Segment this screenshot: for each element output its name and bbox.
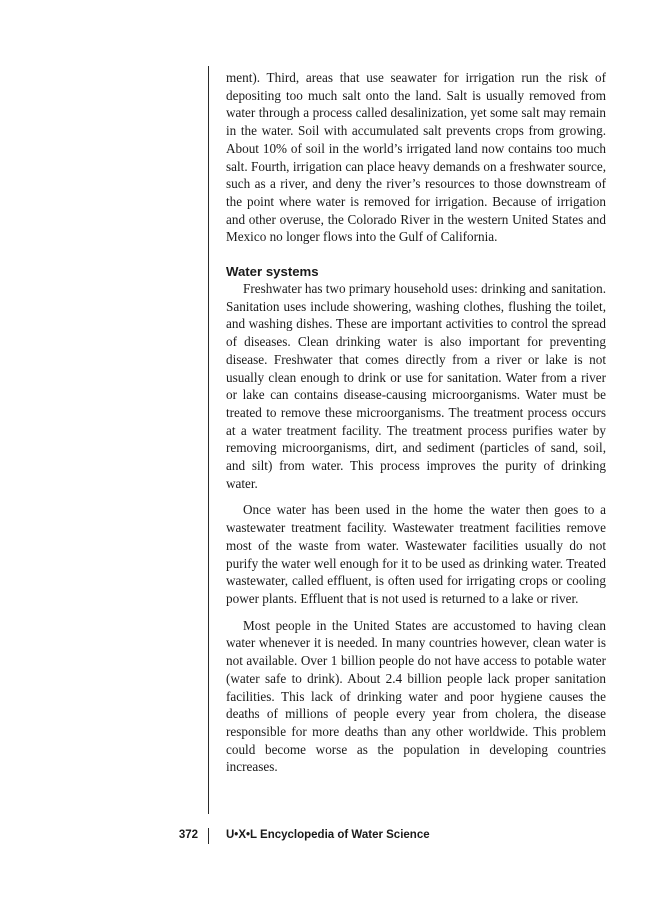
page-number: 372 bbox=[178, 829, 198, 841]
section-heading: Water systems bbox=[226, 264, 319, 280]
paragraph-household-uses: Freshwater has two primary household uses: drinking and sanitation. Sanitation uses include showering, washing clothes, flushing the toilet, and washing dishes. These are important activities to control the spread of diseases. Clean drinking water is also important for preventing disease. Freshwater that comes directly from a river or lake is not usually clean enough to drink or use for sanitation. Water from a river or lake can contains disease-causing microorganisms. Water must be treated to remove these microorganisms. The treatment process occurs at a water treatment facility. The treatment process purifies water by removing microorganisms, dirt, and sediment (particles of sand, soil, and silt) from water. This process improves the purity of drinking water. bbox=[226, 281, 606, 491]
book-title: U•X•L Encyclopedia of Water Science bbox=[226, 829, 430, 841]
page-body bbox=[226, 69, 606, 776]
paragraph-wastewater: Once water has been used in the home the water then goes to a wastewater treatment facility. Wastewater treatment facilities remove most of the waste from water. Wastewater facilities usually do not purify the water well enough for it to be used as drinking water. Treated wastewater, called effluent, is often used for irrigating crops or cooling power plants. Effluent that is not used is returned to a lake or river. bbox=[226, 502, 606, 606]
continuation-paragraph: ment). Third, areas that use seawater for irrigation run the risk of depositing too much salt onto the land. Salt is usually removed from water through a process called desalinization, yet some salt may remain in the water. Soil with accumulated salt prevents crops from growing. About 10% of soil in the world’s irrigated land now contains too much salt. Fourth, irrigation can place heavy demands on a freshwater source, such as a river, and deny the river’s resources to those downstream of the point where water is removed for irrigation. Because of irrigation and other overuse, the Colorado River in the western United States and Mexico no longer flows into the Gulf of California. bbox=[226, 70, 606, 245]
paragraph-clean-water-access: Most people in the United States are accustomed to having clean water whenever it is needed. In many countries however, clean water is not available. Over 1 billion people do not have access to potable water (water safe to drink). About 2.4 billion people lack proper sanitation facilities. This lack of drinking water and poor hygiene causes the deaths of millions of people every year from cholera, the disease responsible for more deaths than any other worldwide. This problem could become worse as the population in developing countries increases. bbox=[226, 617, 606, 775]
footer-rule bbox=[208, 828, 209, 844]
margin-rule bbox=[208, 66, 209, 814]
